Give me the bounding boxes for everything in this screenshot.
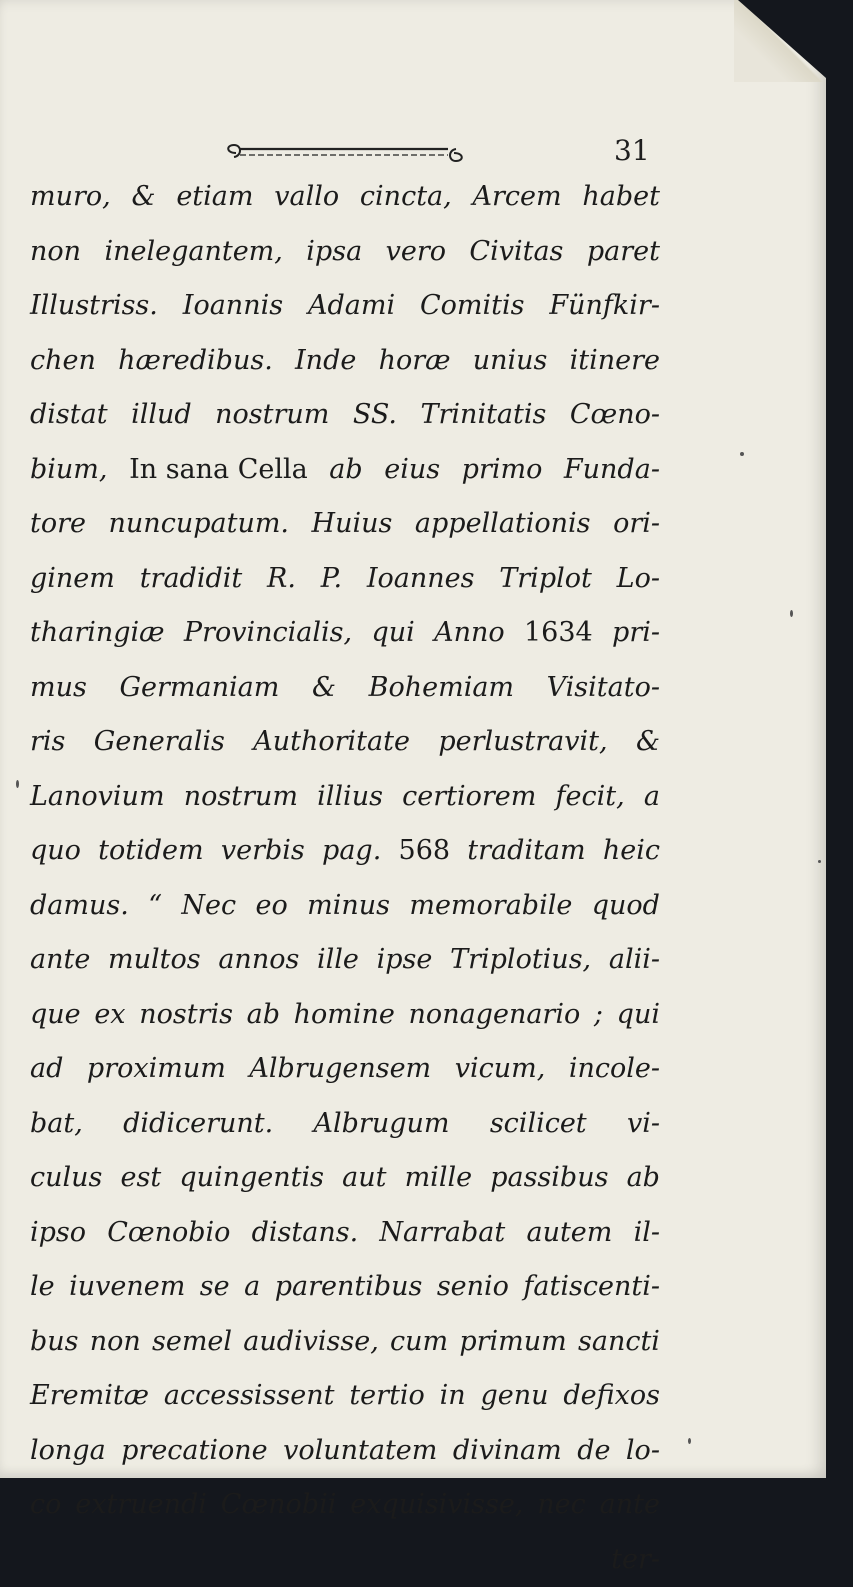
word: Narrabat bbox=[379, 1206, 505, 1261]
word: appellationis bbox=[415, 497, 591, 552]
word: heic bbox=[603, 824, 660, 879]
word: mille bbox=[405, 1151, 473, 1206]
word: sancti bbox=[578, 1315, 660, 1370]
word: eo bbox=[255, 879, 287, 934]
word: totidem bbox=[98, 824, 203, 879]
word: certiorem bbox=[402, 770, 536, 825]
word: ab bbox=[247, 988, 280, 1043]
word: bat, bbox=[30, 1097, 83, 1152]
word: quod bbox=[592, 879, 660, 934]
word: Adami bbox=[308, 279, 395, 334]
word: nuncupatum. bbox=[109, 497, 289, 552]
word: ille bbox=[317, 933, 359, 988]
word: parentibus bbox=[275, 1260, 423, 1315]
word: senio bbox=[437, 1260, 509, 1315]
text-line bbox=[30, 388, 660, 443]
word: que bbox=[30, 988, 81, 1043]
text-line bbox=[30, 552, 660, 607]
text-line bbox=[30, 279, 660, 334]
text-line bbox=[30, 824, 660, 879]
word: se bbox=[200, 1260, 230, 1315]
word: non bbox=[90, 1315, 141, 1370]
word: Huius bbox=[312, 497, 393, 552]
word: Germaniam bbox=[119, 661, 279, 716]
word: etiam bbox=[176, 170, 253, 225]
word: Provincialis, bbox=[184, 606, 352, 661]
word: Fünfkir- bbox=[549, 279, 660, 334]
text-line bbox=[30, 606, 660, 661]
catchword-line bbox=[30, 1533, 660, 1587]
word: memorabile bbox=[409, 879, 572, 934]
word: fecit, bbox=[556, 770, 625, 825]
word: ab bbox=[627, 1151, 660, 1206]
word: iuvenem bbox=[69, 1260, 185, 1315]
word: habet bbox=[582, 170, 660, 225]
text-line bbox=[30, 497, 660, 552]
word: unius bbox=[473, 334, 548, 389]
word: distat bbox=[30, 388, 108, 443]
word: nec bbox=[537, 1478, 586, 1533]
word: Albrugensem bbox=[249, 1042, 431, 1097]
word: Generalis bbox=[94, 715, 225, 770]
folded-corner bbox=[738, 0, 826, 78]
word: nonagenario bbox=[409, 988, 581, 1043]
word: exquisivisse, bbox=[350, 1478, 523, 1533]
text-line bbox=[30, 1369, 660, 1424]
text-line bbox=[30, 933, 660, 988]
word: tradidit bbox=[140, 552, 243, 607]
speck bbox=[790, 610, 793, 617]
word: ori- bbox=[613, 497, 660, 552]
word: genu bbox=[481, 1369, 549, 1424]
word: minus bbox=[307, 879, 390, 934]
text-line bbox=[30, 225, 660, 280]
word: horæ bbox=[379, 334, 451, 389]
word: 568 bbox=[399, 824, 451, 879]
word: tertio bbox=[349, 1369, 424, 1424]
text-line bbox=[30, 770, 660, 825]
word: Cœno- bbox=[570, 388, 660, 443]
word: Nec bbox=[181, 879, 236, 934]
page-number: 31 bbox=[614, 134, 650, 167]
word: scilicet bbox=[490, 1097, 587, 1152]
word: fatiscenti- bbox=[523, 1260, 660, 1315]
word: Cœnobio bbox=[107, 1206, 230, 1261]
word: semel bbox=[152, 1315, 232, 1370]
word: verbis bbox=[221, 824, 305, 879]
word: incole- bbox=[569, 1042, 660, 1097]
word: & bbox=[312, 661, 336, 716]
word: non bbox=[30, 225, 81, 280]
text-line bbox=[30, 1315, 660, 1370]
word: multos bbox=[108, 933, 201, 988]
word: tharingiæ bbox=[30, 606, 165, 661]
word: audivisse, bbox=[243, 1315, 379, 1370]
text-line bbox=[30, 334, 660, 389]
word: Funda- bbox=[564, 443, 660, 498]
word: & bbox=[636, 715, 660, 770]
text-line bbox=[30, 1097, 660, 1152]
word: culus bbox=[30, 1151, 102, 1206]
word: primum bbox=[459, 1315, 566, 1370]
speck bbox=[740, 452, 744, 456]
word: Eremitæ bbox=[30, 1369, 149, 1424]
word: nostrum bbox=[215, 388, 329, 443]
word: Inde bbox=[295, 334, 356, 389]
word: Arcem bbox=[473, 170, 562, 225]
word: illius bbox=[317, 770, 383, 825]
word: cincta, bbox=[360, 170, 452, 225]
word: nostris bbox=[139, 988, 233, 1043]
word: hæredibus. bbox=[118, 334, 273, 389]
word: 1634 bbox=[524, 606, 593, 661]
word: voluntatem bbox=[283, 1424, 437, 1479]
word: Lanovium bbox=[30, 770, 165, 825]
word: co bbox=[30, 1478, 61, 1533]
word: de bbox=[577, 1424, 610, 1479]
word: Bohemiam bbox=[369, 661, 514, 716]
word: ante bbox=[600, 1478, 660, 1533]
word: ris bbox=[30, 715, 65, 770]
word: qui bbox=[617, 988, 660, 1043]
speck bbox=[818, 860, 821, 863]
text-line bbox=[30, 988, 660, 1043]
speck bbox=[16, 780, 19, 788]
word: pag. bbox=[322, 824, 381, 879]
word: est bbox=[121, 1151, 162, 1206]
word: In sana Cella bbox=[129, 443, 308, 498]
word: ante bbox=[30, 933, 90, 988]
word: traditam bbox=[467, 824, 585, 879]
word: in bbox=[440, 1369, 466, 1424]
word: didicerunt. bbox=[123, 1097, 273, 1152]
word: Lo- bbox=[617, 552, 660, 607]
word: SS. bbox=[353, 388, 397, 443]
word: autem bbox=[526, 1206, 612, 1261]
word: ad bbox=[30, 1042, 63, 1097]
text-line bbox=[30, 661, 660, 716]
word: Visitato- bbox=[547, 661, 660, 716]
word: quo bbox=[30, 824, 81, 879]
word: P. bbox=[321, 552, 342, 607]
word: Anno bbox=[434, 606, 505, 661]
word: il- bbox=[634, 1206, 660, 1261]
word: ipse bbox=[377, 933, 433, 988]
text-line bbox=[30, 1260, 660, 1315]
word: R. bbox=[267, 552, 296, 607]
text-line bbox=[30, 1042, 660, 1097]
word: tore bbox=[30, 497, 86, 552]
word: paret bbox=[587, 225, 660, 280]
word: Triplot bbox=[499, 552, 592, 607]
text-line bbox=[30, 1424, 660, 1479]
word: ; bbox=[594, 988, 603, 1043]
word: Albrugum bbox=[314, 1097, 450, 1152]
word: precatione bbox=[121, 1424, 268, 1479]
text-line bbox=[30, 1478, 660, 1533]
word: Illustriss. bbox=[30, 279, 158, 334]
word: mus bbox=[30, 661, 87, 716]
text-line bbox=[30, 170, 660, 225]
word: ex bbox=[94, 988, 125, 1043]
word: “ bbox=[148, 879, 162, 934]
word: bium, bbox=[30, 443, 108, 498]
text-line bbox=[30, 715, 660, 770]
word: passibus bbox=[490, 1151, 608, 1206]
word: a bbox=[244, 1260, 260, 1315]
word: vi- bbox=[627, 1097, 660, 1152]
word: vallo bbox=[274, 170, 339, 225]
word: pri- bbox=[612, 606, 660, 661]
word: eius bbox=[384, 443, 440, 498]
word: divinam bbox=[453, 1424, 562, 1479]
word: itinere bbox=[570, 334, 660, 389]
word: Civitas bbox=[469, 225, 563, 280]
word: Triplotius, bbox=[450, 933, 591, 988]
word: extruendi bbox=[75, 1478, 207, 1533]
word: chen bbox=[30, 334, 96, 389]
word: nostrum bbox=[184, 770, 298, 825]
catchword: ter- bbox=[611, 1533, 660, 1587]
text-line bbox=[30, 1206, 660, 1261]
word: ipso bbox=[30, 1206, 86, 1261]
word: Ioannes bbox=[367, 552, 475, 607]
word: muro, bbox=[30, 170, 111, 225]
word: distans. bbox=[252, 1206, 359, 1261]
word: longa bbox=[30, 1424, 106, 1479]
word: accessissent bbox=[164, 1369, 335, 1424]
word: proximum bbox=[87, 1042, 226, 1097]
body-text bbox=[30, 170, 660, 1587]
word: inelegantem, bbox=[104, 225, 282, 280]
word: aut bbox=[342, 1151, 386, 1206]
word: alii- bbox=[609, 933, 660, 988]
word: ipsa bbox=[306, 225, 362, 280]
word: homine bbox=[294, 988, 395, 1043]
word: le bbox=[30, 1260, 55, 1315]
word: & bbox=[132, 170, 156, 225]
word: illud bbox=[131, 388, 192, 443]
word: a bbox=[644, 770, 660, 825]
word: perlustravit, bbox=[438, 715, 607, 770]
text-line bbox=[30, 443, 660, 498]
word: vicum, bbox=[455, 1042, 546, 1097]
word: quingentis bbox=[179, 1151, 324, 1206]
text-line bbox=[30, 879, 660, 934]
word: ab bbox=[329, 443, 362, 498]
word: vero bbox=[386, 225, 446, 280]
word: cum bbox=[390, 1315, 448, 1370]
text-line bbox=[30, 1151, 660, 1206]
speck bbox=[688, 1438, 691, 1444]
word: Comitis bbox=[420, 279, 525, 334]
word: qui bbox=[371, 606, 414, 661]
word: Cœnobii bbox=[221, 1478, 337, 1533]
word: Authoritate bbox=[253, 715, 410, 770]
word: bus bbox=[30, 1315, 79, 1370]
ornament-icon bbox=[222, 140, 468, 166]
word: Ioannis bbox=[183, 279, 283, 334]
word: damus. bbox=[30, 879, 129, 934]
word: primo bbox=[462, 443, 543, 498]
word: Trinitatis bbox=[421, 388, 547, 443]
word: lo- bbox=[626, 1424, 660, 1479]
word: annos bbox=[218, 933, 299, 988]
word: ginem bbox=[30, 552, 115, 607]
word: defixos bbox=[563, 1369, 660, 1424]
